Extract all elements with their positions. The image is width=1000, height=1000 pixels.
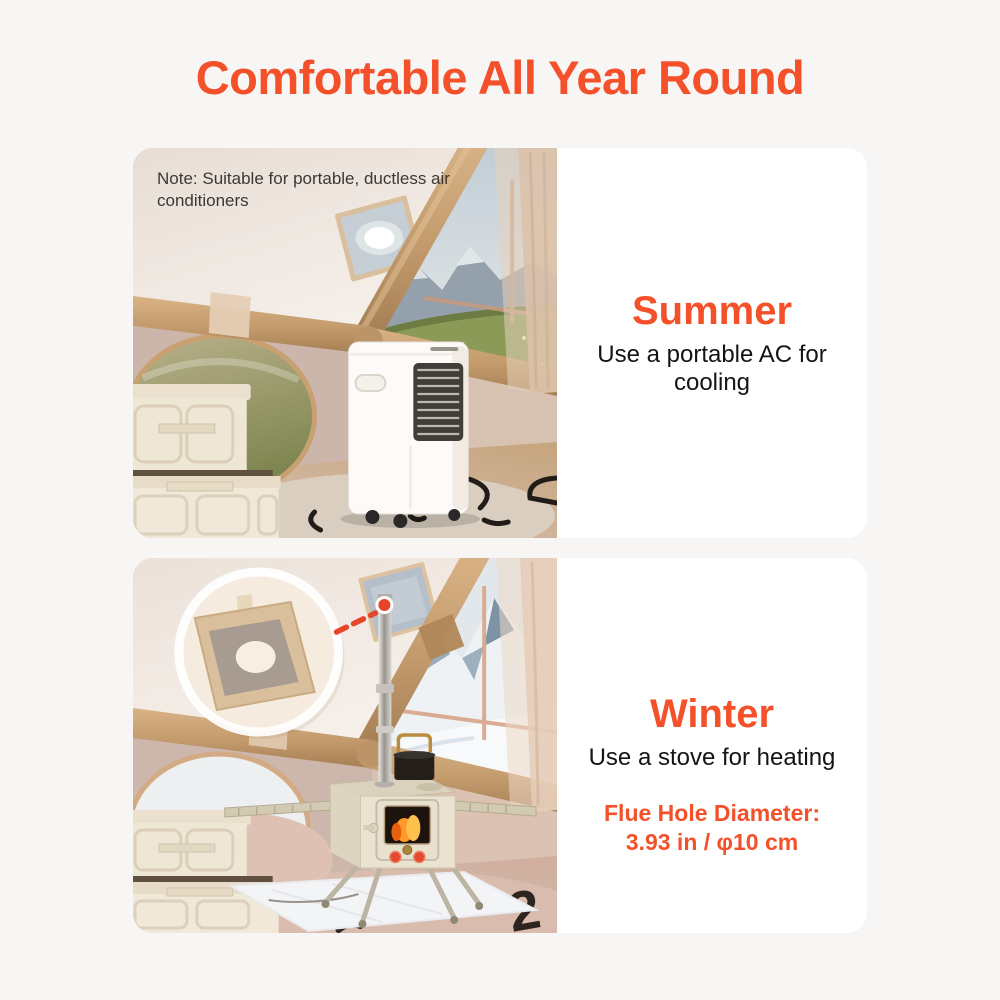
chimney-pipe [376,594,394,782]
winter-text-block [557,558,867,933]
portable-ac [341,342,481,528]
summer-photo [133,148,557,538]
winter-photo [133,558,557,933]
winter-description: Use a stove for heating [588,744,836,772]
flue-spec-value: 3.93 in / φ10 cm [625,829,799,855]
magnifier-inset [179,572,345,739]
winter-heading: Winter [649,692,775,737]
stove-damper-knob [390,852,401,863]
winter-card [133,558,867,933]
stove-damper-knob [414,852,425,863]
flue-spec [604,799,820,857]
winter-tent-illustration [133,558,557,933]
flue-hole [236,641,276,673]
summer-card [133,148,867,538]
summer-heading: Summer [631,289,793,333]
flue-spec-label: Flue Hole Diameter: [604,800,820,827]
summer-text-block [557,148,867,538]
summer-note: Note: Suitable for portable, ductless air conditioners [157,169,450,211]
page-title: Comfortable All Year Round [195,51,805,104]
ac-grille [413,363,463,441]
summer-description: Use a portable AC for cooling [597,341,827,396]
